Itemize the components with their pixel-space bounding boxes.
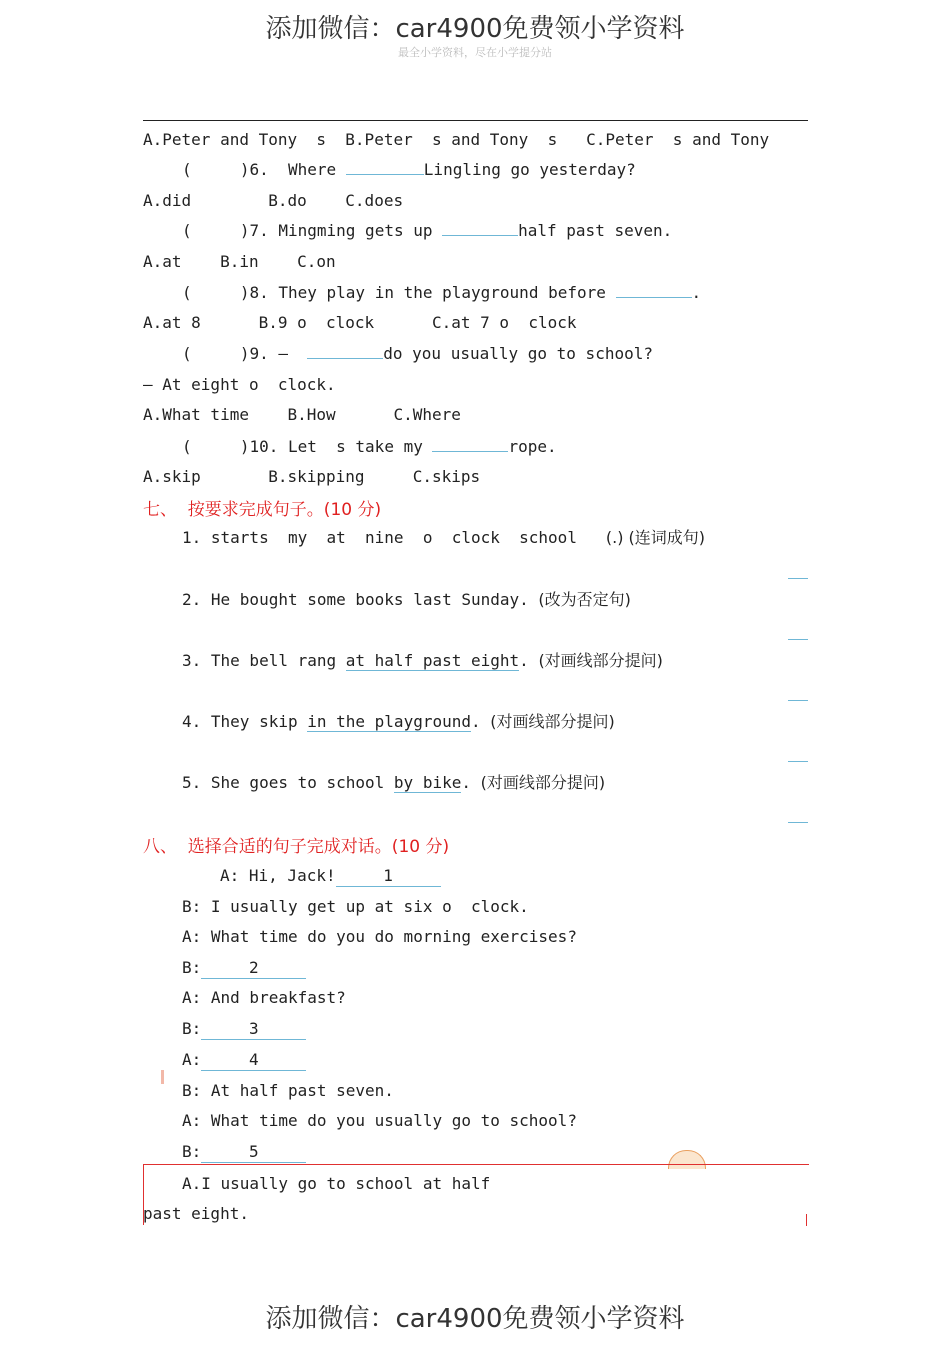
question-8: ( )8. They play in the playground before .: [182, 283, 702, 302]
top-rule: [143, 120, 808, 121]
dialog-line-1: A: Hi, Jack! 1: [220, 866, 441, 887]
s7-answer-line-5[interactable]: [788, 822, 808, 823]
q6-text-pre: Where: [287, 160, 337, 179]
dialog-line-4: B: 2: [182, 958, 306, 979]
q6-paren: (: [182, 160, 192, 179]
dialog-blank-2[interactable]: 2: [201, 958, 306, 979]
q6-options: A.did B.do C.does: [143, 191, 404, 210]
q9-options: A.What time B.How C.Where: [143, 405, 461, 424]
q7-options: A.at B.in C.on: [143, 252, 336, 271]
section-7-title: 七、 按要求完成句子。(10 分): [143, 500, 382, 520]
top-banner: 添加微信：car4900免费领小学资料: [265, 14, 685, 44]
s7-item-5: 5. She goes to school by bike. (对画线部分提问): [182, 773, 606, 792]
dialog-blank-3[interactable]: 3: [201, 1019, 306, 1040]
question-9: ( )9. — do you usually go to school?: [182, 344, 653, 363]
q6-blank[interactable]: [346, 174, 424, 175]
q10-blank[interactable]: [432, 451, 508, 452]
dialog-line-10: B: 5: [182, 1142, 306, 1163]
q8-blank[interactable]: [616, 297, 692, 298]
dialog-blank-5[interactable]: 5: [201, 1142, 306, 1163]
dialog-blank-1[interactable]: 1: [336, 866, 441, 887]
s7-item-4: 4. They skip in the playground. (对画线部分提问): [182, 712, 615, 731]
s7-answer-line-4[interactable]: [788, 761, 808, 762]
dialog-line-6: B: 3: [182, 1019, 306, 1040]
q9-blank[interactable]: [307, 358, 383, 359]
q6-number: )6.: [239, 160, 269, 179]
option-a-line-2: past eight.: [143, 1204, 249, 1223]
s7-item-1: 1. starts my at nine o clock school (.) (连词成句): [182, 528, 706, 547]
question-7: ( )7. Mingming gets up half past seven.: [182, 221, 673, 240]
q9-answer: — At eight o clock.: [143, 375, 336, 394]
s7-answer-line-1[interactable]: [788, 578, 808, 579]
q6-text-post: Lingling go yesterday?: [423, 160, 636, 179]
faint-header-text: 最全小学资料，尽在小学提分站: [398, 46, 552, 59]
s7-item-3: 3. The bell rang at half past eight. (对画线部分提问): [182, 651, 663, 670]
s7-answer-line-2[interactable]: [788, 639, 808, 640]
box-right-mark: [806, 1214, 807, 1226]
s7-item-2: 2. He bought some books last Sunday. (改为否定句): [182, 590, 631, 609]
question-10: ( )10. Let s take my rope.: [182, 437, 557, 456]
dialog-line-8: B: At half past seven.: [182, 1081, 394, 1100]
question-6: [182, 160, 636, 180]
section-8-title: 八、 选择合适的句子完成对话。(10 分): [143, 837, 450, 857]
s7-answer-line-3[interactable]: [788, 700, 808, 701]
dialog-line-2: B: I usually get up at six o clock.: [182, 897, 529, 916]
q7-blank[interactable]: [442, 235, 518, 236]
dialog-line-5: A: And breakfast?: [182, 988, 346, 1007]
left-margin-mark: [161, 1070, 164, 1084]
dialog-line-3: A: What time do you do morning exercises?: [182, 927, 577, 946]
q10-options: A.skip B.skipping C.skips: [143, 467, 481, 486]
option-a-line-1: A.I usually go to school at half: [182, 1174, 491, 1193]
bottom-banner: 添加微信：car4900免费领小学资料: [265, 1304, 685, 1334]
q8-options: A.at 8 B.9 o clock C.at 7 o clock: [143, 313, 577, 332]
dialog-line-9: A: What time do you usually go to school?: [182, 1111, 577, 1130]
dialog-blank-4[interactable]: 4: [201, 1050, 306, 1071]
dialog-line-7: A: 4: [182, 1050, 306, 1071]
q5-options: A.Peter and Tony s B.Peter s and Tony s C.Peter s and Tony: [143, 130, 770, 149]
